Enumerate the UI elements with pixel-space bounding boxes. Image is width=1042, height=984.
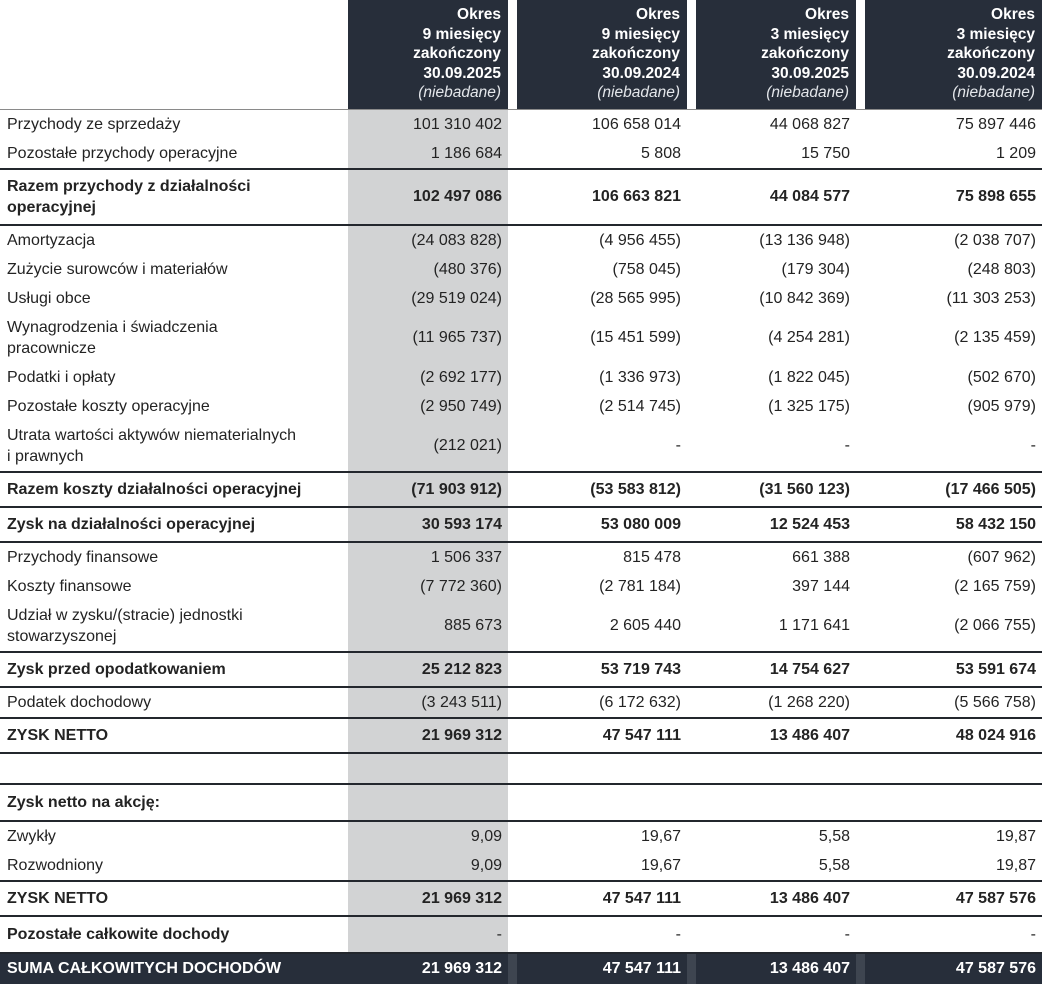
row-label-text: SUMA CAŁKOWITYCH DOCHODÓW [7,959,282,977]
row-label [0,473,348,506]
cell-value: (2 066 755) [954,617,1036,634]
cell-value: (15 451 599) [590,329,681,346]
row-label [0,392,348,421]
cell-value: 48 024 916 [955,726,1036,744]
cell-value: (1 268 220) [768,693,850,711]
column-gutter [687,653,696,686]
cell-value: - [675,925,681,943]
row-label-text: Wynagrodzenia i świadczenia pracownicze [7,318,218,357]
row-label [0,917,348,952]
cell-value [348,785,508,820]
column-gutter [856,284,865,313]
cell-value: - [1030,925,1036,943]
cell-value: 30 593 174 [348,508,508,541]
column-gutter [508,255,517,284]
column-gutter [687,421,696,471]
column-gutter [856,363,865,392]
row-label [0,572,348,601]
row-label [0,688,348,717]
column-gutter [856,719,865,752]
cell-value: (17 466 505) [945,480,1036,498]
cell-value [348,754,508,783]
cell-value: 21 969 312 [348,954,508,984]
cell-value: (2 781 184) [599,577,681,595]
column-gutter [687,822,696,851]
cell-value: 58 432 150 [955,515,1036,533]
column-gutter [508,421,517,471]
column-gutter [508,688,517,717]
cell-value: (248 803) [967,260,1036,278]
table-row [0,313,1042,363]
column-header-line: Okres [991,6,1035,23]
column-gutter [508,0,517,109]
column-gutter [508,543,517,572]
row-label [0,851,348,880]
column-gutter [508,917,517,952]
column-gutter [856,688,865,717]
cell-value: - [844,925,850,943]
column-gutter [687,139,696,168]
table-row [0,421,1042,471]
cell-value: 1 171 641 [778,617,850,634]
column-gutter [508,139,517,168]
column-gutter [687,255,696,284]
column-header [696,0,856,109]
row-label [0,110,348,139]
cell-value: (71 903 912) [348,473,508,506]
row-label [0,421,348,471]
cell-value: (2 514 745) [599,397,681,415]
row-label-text: Koszty finansowe [7,577,132,595]
cell-value: 13 486 407 [769,889,850,907]
row-label [0,170,348,224]
table-row [0,226,1042,255]
table-row [0,572,1042,601]
cell-value: 106 658 014 [592,115,681,133]
row-label-text: Razem przychody z działalności operacyjnej [7,177,251,216]
row-label [0,508,348,541]
column-gutter [687,392,696,421]
cell-value: 15 750 [801,144,850,162]
row-label-text: Zwykły [7,827,56,845]
column-gutter [856,822,865,851]
cell-value: (5 566 758) [954,693,1036,711]
column-gutter [856,785,865,820]
table-row [0,471,1042,506]
column-gutter [508,284,517,313]
column-gutter [856,139,865,168]
cell-value: (2 135 459) [954,329,1036,346]
cell-value: 13 486 407 [696,954,856,984]
cell-value: 9,09 [348,851,508,880]
column-gutter [508,170,517,224]
row-label-text: Zysk netto na akcję: [7,793,160,811]
cell-value: 19,67 [640,856,681,874]
cell-value: - [675,437,681,454]
row-label [0,954,348,984]
column-header [517,0,687,109]
column-gutter [856,313,865,363]
column-gutter [687,719,696,752]
cell-value: - [844,437,850,454]
column-gutter [687,851,696,880]
cell-value: - [348,917,508,952]
table-row [0,284,1042,313]
cell-value: (2 950 749) [348,392,508,421]
table-row [0,139,1042,168]
cell-value: 21 969 312 [348,719,508,752]
column-gutter [856,255,865,284]
cell-value: (4 956 455) [599,231,681,249]
column-gutter [856,110,865,139]
column-gutter [508,226,517,255]
column-gutter [856,170,865,224]
column-header-line: 30.09.2025 [771,64,849,82]
cell-value: (1 822 045) [768,368,850,386]
cell-value: (607 962) [967,548,1036,566]
column-gutter [856,543,865,572]
column-header-line: 9 miesięcy [422,25,501,43]
cell-value: 1 506 337 [348,543,508,572]
cell-value: 53 591 674 [955,660,1036,678]
column-gutter [508,363,517,392]
column-header-line: Okres [457,6,501,23]
cell-value [865,754,1042,783]
cell-value: (2 038 707) [954,231,1036,249]
cell-value: (2 165 759) [954,577,1036,595]
table-row [0,880,1042,915]
row-label [0,543,348,572]
cell-value: (212 021) [348,421,508,471]
header-spacer-cell [0,0,348,109]
table-row [0,754,1042,783]
column-gutter [508,719,517,752]
table-row [0,717,1042,754]
column-header-line: Okres [805,6,849,23]
column-header-line: 3 miesięcy [770,25,849,43]
column-gutter [856,0,865,109]
cell-value: (29 519 024) [348,284,508,313]
table-row [0,851,1042,880]
cell-value: 14 754 627 [769,660,850,678]
cell-value: 44 084 577 [769,188,850,205]
row-label-text: Pozostałe całkowite dochody [7,925,230,943]
column-header-line: 3 miesięcy [956,25,1035,43]
column-gutter [687,284,696,313]
column-gutter [687,917,696,952]
cell-value: (480 376) [348,255,508,284]
cell-value: (13 136 948) [759,231,850,249]
column-gutter [508,822,517,851]
row-label-text: Udział w zysku/(stracie) jednostki stowarzyszonej [7,606,243,645]
column-gutter [856,653,865,686]
column-gutter [687,572,696,601]
table-header-row [0,0,1042,110]
cell-value: 47 547 111 [602,726,681,744]
column-gutter [687,0,696,109]
table-row [0,506,1042,543]
table-row [0,783,1042,822]
column-gutter [508,392,517,421]
column-gutter [508,572,517,601]
column-gutter [687,508,696,541]
row-label-text: Amortyzacja [7,231,96,249]
column-header-line: 30.09.2025 [423,64,501,82]
column-gutter [508,110,517,139]
cell-value: 5,58 [818,856,850,874]
table-row [0,543,1042,572]
row-label-text: Przychody finansowe [7,548,159,566]
column-gutter [508,313,517,363]
table-row [0,601,1042,651]
column-gutter [508,653,517,686]
row-label [0,719,348,752]
table-row [0,168,1042,226]
cell-value: (3 243 511) [348,688,508,717]
row-label [0,226,348,255]
cell-value: 25 212 823 [348,653,508,686]
column-gutter [687,313,696,363]
row-label [0,754,348,783]
row-label-text: Usługi obce [7,289,91,307]
row-label-text: ZYSK NETTO [7,889,109,907]
column-gutter [687,601,696,651]
cell-value: 47 587 576 [865,954,1042,984]
column-gutter [508,851,517,880]
cell-value: 53 080 009 [600,515,681,533]
row-label-text: Przychody ze sprzedaży [7,115,181,133]
row-label [0,822,348,851]
cell-value: 19,87 [995,856,1036,874]
table-row [0,651,1042,688]
cell-value: (24 083 828) [348,226,508,255]
column-gutter [508,473,517,506]
cell-value: 9,09 [348,822,508,851]
column-gutter [508,754,517,783]
column-gutter [856,601,865,651]
column-gutter [687,170,696,224]
cell-value: 885 673 [348,601,508,651]
row-label [0,785,348,820]
row-label [0,284,348,313]
column-header-unaudited-note: (niebadane) [418,84,501,101]
cell-value: (31 560 123) [759,480,850,498]
row-label-text: Razem koszty działalności operacyjnej [7,480,302,498]
cell-value: 661 388 [792,548,850,566]
cell-value: (4 254 281) [768,329,850,346]
cell-value [865,785,1042,820]
column-header [348,0,508,109]
column-header-unaudited-note: (niebadane) [597,84,680,101]
row-label [0,313,348,363]
column-gutter [508,508,517,541]
row-label-text: Rozwodniony [7,856,104,874]
column-gutter [856,882,865,915]
cell-value [696,754,856,783]
row-label-text: Podatki i opłaty [7,368,116,386]
row-label-text: Zysk przed opodatkowaniem [7,660,226,678]
column-gutter [687,785,696,820]
cell-value: 19,87 [995,827,1036,845]
cell-value: (11 303 253) [946,289,1036,307]
cell-value: (2 692 177) [348,363,508,392]
cell-value: 75 898 655 [955,188,1036,205]
cell-value: 47 547 111 [517,954,687,984]
cell-value [517,785,687,820]
table-row [0,822,1042,851]
column-header-unaudited-note: (niebadane) [766,84,849,101]
cell-value: (6 172 632) [599,693,681,711]
cell-value: (758 045) [612,260,681,278]
column-header-line: zakończony [592,45,680,62]
table-row [0,255,1042,284]
cell-value: (10 842 369) [759,289,850,307]
row-label-text: Zużycie surowców i materiałów [7,260,228,278]
cell-value: (11 965 737) [348,313,508,363]
cell-value: 47 547 111 [602,889,681,907]
cell-value: - [1030,437,1036,454]
cell-value: 5,58 [818,827,850,845]
cell-value: (28 565 995) [590,289,681,307]
row-label [0,363,348,392]
column-gutter [687,473,696,506]
row-label-text: Pozostałe koszty operacyjne [7,397,210,415]
cell-value: 75 897 446 [955,115,1036,133]
column-header-line: 9 miesięcy [601,25,680,43]
cell-value: 13 486 407 [769,726,850,744]
column-gutter [687,688,696,717]
column-gutter [508,601,517,651]
column-header-line: 30.09.2024 [957,64,1035,82]
cell-value: 44 068 827 [769,115,850,133]
row-label-text: Pozostałe przychody operacyjne [7,144,238,162]
cell-value: 19,67 [640,827,681,845]
table-row [0,363,1042,392]
cell-value: 47 587 576 [955,889,1036,907]
table-row [0,392,1042,421]
cell-value: 2 605 440 [609,617,681,634]
cell-value: 12 524 453 [769,515,850,533]
column-header-line: Okres [636,6,680,23]
cell-value: 5 808 [640,144,681,162]
row-label [0,139,348,168]
row-label [0,255,348,284]
row-label [0,882,348,915]
column-gutter [687,226,696,255]
cell-value: (1 325 175) [768,397,850,415]
table-row [0,688,1042,717]
table-row [0,110,1042,139]
column-gutter [508,785,517,820]
row-label-text: ZYSK NETTO [7,726,109,744]
table-row [0,915,1042,952]
column-gutter [508,882,517,915]
cell-value: (1 336 973) [599,368,681,386]
column-gutter [856,572,865,601]
row-label [0,601,348,651]
column-gutter [856,392,865,421]
column-gutter [856,851,865,880]
column-gutter [856,954,865,984]
cell-value: (905 979) [967,397,1036,415]
column-gutter [687,363,696,392]
cell-value: 1 209 [995,144,1036,162]
column-header-line: 30.09.2024 [602,64,680,82]
column-header-line: zakończony [413,45,501,62]
row-label-text: Zysk na działalności operacyjnej [7,515,256,533]
cell-value: (502 670) [967,368,1036,386]
cell-value [696,785,856,820]
column-gutter [687,110,696,139]
column-gutter [687,543,696,572]
cell-value [517,754,687,783]
column-gutter [856,421,865,471]
cell-value: 101 310 402 [348,110,508,139]
cell-value: 106 663 821 [592,188,681,205]
column-gutter [687,954,696,984]
cell-value: 21 969 312 [348,882,508,915]
column-gutter [687,882,696,915]
cell-value: 1 186 684 [348,139,508,168]
cell-value: 397 144 [792,577,850,595]
column-gutter [508,954,517,984]
cell-value: (7 772 360) [348,572,508,601]
table-row [0,952,1042,984]
row-label-text: Utrata wartości aktywów niematerialnych i prawnych [7,426,296,465]
column-gutter [687,754,696,783]
row-label-text: Podatek dochodowy [7,693,152,711]
column-header [865,0,1042,109]
cell-value: 53 719 743 [600,660,681,678]
column-header-line: zakończony [947,45,1035,62]
cell-value: 815 478 [623,548,681,566]
column-header-unaudited-note: (niebadane) [952,84,1035,101]
column-header-line: zakończony [761,45,849,62]
column-gutter [856,754,865,783]
cell-value: (53 583 812) [590,480,681,498]
column-gutter [856,473,865,506]
cell-value: (179 304) [781,260,850,278]
column-gutter [856,508,865,541]
column-gutter [856,226,865,255]
column-gutter [856,917,865,952]
row-label [0,653,348,686]
cell-value: 102 497 086 [348,170,508,224]
